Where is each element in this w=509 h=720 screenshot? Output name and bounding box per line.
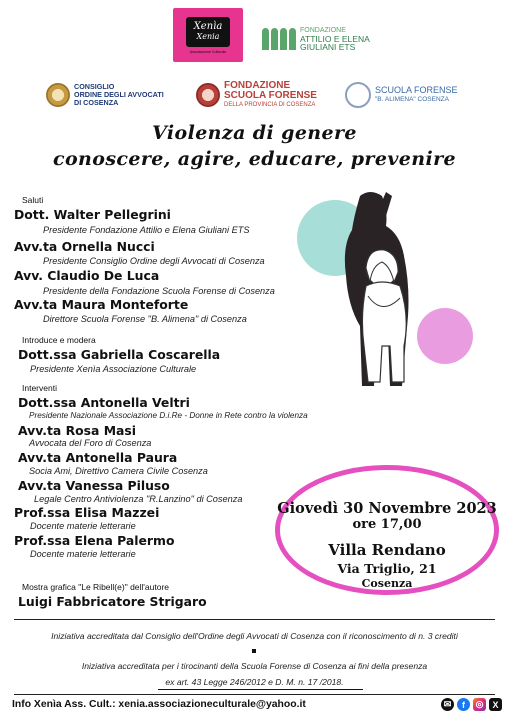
modera-label: Introduce e modera <box>22 335 96 345</box>
coa-line3: DI COSENZA <box>74 98 119 108</box>
illustration <box>290 186 480 396</box>
event-address: Via Triglio, 21 <box>337 561 437 576</box>
sfba-seal-icon <box>345 82 371 108</box>
event-date: Giovedì 30 Novembre 2023 <box>277 500 497 517</box>
fsf-seal-icon <box>196 83 220 107</box>
title-line2: conoscere, agire, educare, prevenire <box>53 148 456 170</box>
speaker-role: Direttore Scuola Forense "B. Alimena" di Cosenza <box>43 314 247 324</box>
fsf-line3: DELLA PROVINCIA DI COSENZA <box>224 102 316 108</box>
speaker-role: Legale Centro Antiviolenza "R.Lanzino" di Cosenza <box>34 494 243 504</box>
footer-line3: ex art. 43 Legge 246/2012 e D. M. n. 17 /2018. <box>165 677 344 687</box>
speaker-name: Avv.ta Antonella Paura <box>18 450 178 465</box>
xenia-logo-mark <box>186 17 230 47</box>
author-name: Luigi Fabbricatore Strigaro <box>18 594 207 609</box>
arches-icon <box>262 28 296 50</box>
speaker-role: Presidente della Fondazione Scuola Forense di Cosenza <box>43 286 275 296</box>
speaker-name: Avv. Claudio De Luca <box>14 268 160 283</box>
instagram-icon[interactable]: ◎ <box>473 698 486 711</box>
fondazione-giuliani-logo <box>262 22 374 56</box>
speaker-role: Docente materie letterarie <box>30 521 136 531</box>
speaker-name: Dott. Walter Pellegrini <box>14 207 171 222</box>
xenia-logo-sub: Associazione Culturale <box>189 49 227 54</box>
speaker-role: Avvocata del Foro di Cosenza <box>29 438 152 448</box>
event-time: ore 17,00 <box>352 517 422 532</box>
speaker-role: Socia Ami, Direttivo Camera Civile Cosenza <box>29 466 208 476</box>
title-line1: Violenza di genere <box>152 122 357 144</box>
footer-line1: Iniziativa accreditata dal Consiglio dell'Ordine degli Avvocati di Cosenza con il riconoscimento di n. 3 crediti <box>51 631 458 641</box>
coa-line1: CONSIGLIO <box>74 81 115 91</box>
sfba-line2: "B. ALIMENA" COSENZA <box>375 96 449 103</box>
speaker-name: Prof.ssa Elena Palermo <box>14 533 175 548</box>
speaker-name: Avv.ta Maura Monteforte <box>14 297 189 312</box>
saluti-label: Saluti <box>22 195 44 205</box>
email-icon[interactable]: ✉ <box>441 698 454 711</box>
speaker-name: Avv.ta Rosa Masi <box>18 423 137 438</box>
event-venue: Villa Rendano <box>328 541 446 559</box>
moderator-name: Dott.ssa Gabriella Coscarella <box>18 347 221 362</box>
fondazione-scuola-logo <box>196 79 326 111</box>
fag-line3: GIULIANI ETS <box>300 42 356 52</box>
speaker-name: Avv.ta Ornella Nucci <box>14 239 155 254</box>
footer-underline <box>158 689 363 690</box>
fag-line1: FONDAZIONE <box>300 27 346 34</box>
sfba-line1: SCUOLA FORENSE <box>375 85 458 95</box>
pink-circle <box>417 308 473 364</box>
speaker-name: Avv.ta Vanessa Piluso <box>18 478 170 493</box>
coa-seal-icon <box>46 83 70 107</box>
info-contact: Info Xenìa Ass. Cult.: xenia.associazioneculturale@yahoo.it <box>12 699 306 710</box>
speaker-role: Presidente Nazionale Associazione D.i.Re - Donne in Rete contro la violenza <box>29 411 308 420</box>
xenia-logo-word2: Xenia <box>196 32 220 41</box>
speaker-role: Presidente Consiglio Ordine degli Avvocati di Cosenza <box>43 256 265 266</box>
speaker-role: Docente materie letterarie <box>30 549 136 559</box>
consiglio-ordine-logo <box>46 80 178 110</box>
facebook-icon[interactable]: f <box>457 698 470 711</box>
xenia-logo-word1: Xenìa <box>193 21 223 32</box>
speaker-name: Dott.ssa Antonella Veltri <box>18 395 190 410</box>
x-icon[interactable]: X <box>489 698 502 711</box>
speaker-name: Prof.ssa Elisa Mazzei <box>14 505 160 520</box>
mostra-label: Mostra grafica "Le Ribell(e)" dell'autore <box>22 582 170 592</box>
xenia-logo <box>173 8 243 62</box>
moderator-role: Presidente Xenìa Associazione Culturale <box>30 364 197 374</box>
footer-bullet <box>252 649 256 653</box>
scuola-forense-logo <box>345 79 467 111</box>
coa-line2: ORDINE DEGLI AVVOCATI <box>74 89 164 99</box>
footer-divider-bottom <box>14 694 495 695</box>
fsf-line2: SCUOLA FORENSE <box>224 90 317 101</box>
speaker-role: Presidente Fondazione Attilio e Elena Giuliani ETS <box>43 225 250 235</box>
interventi-label: Interventi <box>22 383 57 393</box>
fag-line2: ATTILIO E ELENA <box>300 34 370 44</box>
footer-line2: Iniziativa accreditata per i tirocinanti della Scuola Forense di Cosenza ai fini della presenza <box>81 661 428 671</box>
event-city: Cosenza <box>361 577 413 590</box>
fsf-line1: FONDAZIONE <box>224 80 291 91</box>
footer-divider <box>14 619 495 620</box>
